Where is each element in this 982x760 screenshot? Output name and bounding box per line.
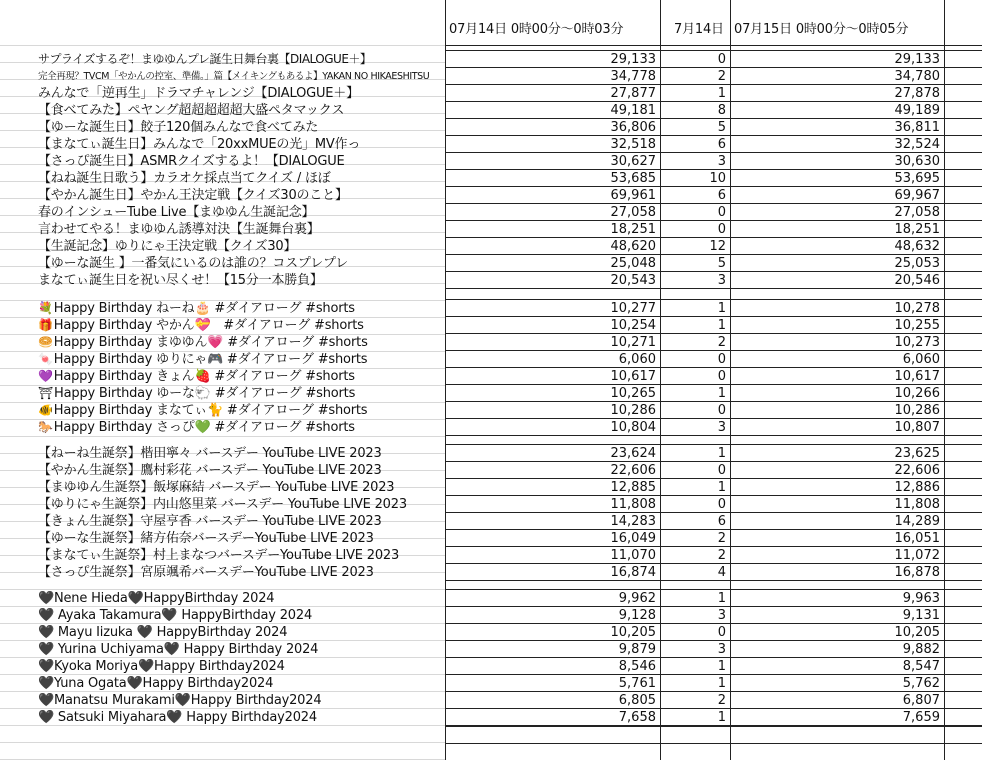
views-second-period: 16,878 — [894, 565, 940, 580]
views-diff: 0 — [717, 625, 726, 640]
video-title — [38, 272, 442, 289]
video-title — [38, 590, 442, 607]
views-second-period: 5,762 — [902, 676, 940, 691]
views-first-period: 6,060 — [618, 352, 656, 367]
views-diff: 3 — [717, 420, 726, 435]
table-row — [0, 85, 982, 102]
video-title — [38, 119, 442, 136]
video-title — [38, 351, 442, 368]
views-diff: 12 — [709, 239, 726, 254]
views-diff: 1 — [717, 446, 726, 461]
title-emoji-icon: 🐠 — [38, 403, 53, 417]
table-row — [0, 221, 982, 238]
views-second-period: 69,967 — [894, 188, 940, 203]
video-title-text: 【やかん誕生日】やかん王決定戦【クイズ30のこと】 — [38, 188, 348, 203]
table-row — [0, 102, 982, 119]
table-row — [0, 513, 982, 530]
views-second-period: 29,133 — [894, 52, 940, 67]
video-title — [38, 547, 442, 564]
table-row — [0, 530, 982, 547]
table-row — [0, 204, 982, 221]
video-title — [38, 170, 442, 187]
views-first-period: 10,205 — [610, 625, 656, 640]
video-title-text: 【きょん生誕祭】守屋亨香 バースデー YouTube LIVE 2023 — [38, 514, 382, 529]
table-row — [0, 692, 982, 709]
views-diff: 6 — [717, 137, 726, 152]
table-row — [0, 547, 982, 564]
video-title — [38, 221, 442, 238]
table-row — [0, 641, 982, 658]
header-col-second-period: 07月15日 0時00分～0時05分 — [734, 22, 909, 37]
table-row — [0, 300, 982, 317]
video-title-text: 🖤Yuna Ogata🖤Happy Birthday2024 — [38, 676, 274, 691]
views-second-period: 9,131 — [902, 608, 940, 623]
views-diff: 0 — [717, 463, 726, 478]
views-second-period: 6,807 — [902, 693, 940, 708]
gridline — [0, 436, 445, 437]
video-title — [38, 641, 442, 658]
views-first-period: 8,546 — [618, 659, 656, 674]
table-row — [0, 68, 982, 85]
views-diff: 3 — [717, 642, 726, 657]
views-first-period: 22,606 — [610, 463, 656, 478]
views-first-period: 53,685 — [610, 171, 656, 186]
video-title-text: 【やかん生誕祭】鷹村彩花 バースデー YouTube LIVE 2023 — [38, 463, 382, 478]
video-title — [38, 317, 442, 334]
video-title-text: 【まなてぃ誕生日】みんなで「20xxMUEの光」MV作っ — [38, 137, 361, 152]
video-title-text: 【生誕記念】ゆりにゃ王決定戦【クイズ30】 — [38, 239, 297, 254]
table-row — [0, 624, 982, 641]
views-diff: 3 — [717, 273, 726, 288]
views-first-period: 27,877 — [610, 86, 656, 101]
video-title — [38, 255, 442, 272]
views-diff: 2 — [717, 335, 726, 350]
views-diff: 10 — [709, 171, 726, 186]
video-title-text: 🖤 Satsuki Miyahara🖤 Happy Birthday2024 — [38, 710, 317, 725]
video-title — [38, 496, 442, 513]
video-title — [38, 204, 442, 221]
views-first-period: 18,251 — [610, 222, 656, 237]
views-first-period: 11,808 — [610, 497, 656, 512]
title-emoji-icon: 🍬 — [38, 352, 53, 366]
video-title — [38, 445, 442, 462]
table-row — [0, 317, 982, 334]
table-row — [0, 170, 982, 187]
views-second-period: 20,546 — [894, 273, 940, 288]
video-title — [38, 709, 442, 726]
views-second-period: 7,659 — [902, 710, 940, 725]
video-title — [38, 334, 442, 351]
video-title — [38, 530, 442, 547]
views-diff: 2 — [717, 548, 726, 563]
views-second-period: 10,205 — [894, 625, 940, 640]
table-row — [0, 590, 982, 607]
views-first-period: 30,627 — [610, 154, 656, 169]
table-row — [0, 136, 982, 153]
views-diff: 1 — [717, 676, 726, 691]
title-emoji-icon: 🥯 — [38, 335, 53, 349]
views-diff: 0 — [717, 205, 726, 220]
video-title — [38, 462, 442, 479]
table-row — [0, 479, 982, 496]
views-first-period: 10,277 — [610, 301, 656, 316]
views-first-period: 14,283 — [610, 514, 656, 529]
views-second-period: 9,963 — [902, 591, 940, 606]
video-title — [38, 402, 442, 419]
views-second-period: 11,808 — [894, 497, 940, 512]
views-first-period: 20,543 — [610, 273, 656, 288]
views-first-period: 5,761 — [618, 676, 656, 691]
video-title-text: 春のインシューTube Live【まゆゆん生誕記念】 — [38, 205, 315, 220]
video-title-text: 🖤Nene Hieda🖤HappyBirthday 2024 — [38, 591, 275, 606]
views-second-period: 10,807 — [894, 420, 940, 435]
views-diff: 0 — [717, 222, 726, 237]
video-title — [38, 51, 442, 68]
views-first-period: 48,620 — [610, 239, 656, 254]
views-second-period: 22,606 — [894, 463, 940, 478]
views-first-period: 16,049 — [610, 531, 656, 546]
video-title-text: Happy Birthday まなてぃ🐈 #ダイアローグ #shorts — [53, 403, 368, 418]
views-diff: 5 — [717, 120, 726, 135]
views-second-period: 10,255 — [894, 318, 940, 333]
views-first-period: 29,133 — [610, 52, 656, 67]
views-second-period: 11,072 — [894, 548, 940, 563]
video-title-text: Happy Birthday さっぴ💚 #ダイアローグ #shorts — [53, 420, 355, 435]
views-first-period: 10,254 — [610, 318, 656, 333]
views-first-period: 7,658 — [618, 710, 656, 725]
video-title-text: 🖤 Mayu Iizuka 🖤 HappyBirthday 2024 — [38, 625, 288, 640]
table-row — [0, 187, 982, 204]
views-first-period: 12,885 — [610, 480, 656, 495]
views-second-period: 10,278 — [894, 301, 940, 316]
views-diff: 3 — [717, 154, 726, 169]
views-first-period: 11,070 — [610, 548, 656, 563]
table-row — [0, 385, 982, 402]
views-second-period: 25,053 — [894, 256, 940, 271]
video-title — [38, 624, 442, 641]
table-row — [0, 238, 982, 255]
views-first-period: 10,804 — [610, 420, 656, 435]
views-first-period: 10,271 — [610, 335, 656, 350]
video-title-text: 【ねね誕生日歌う】カラオケ採点当てクイズ / ほぼ — [38, 171, 331, 186]
views-second-period: 27,058 — [894, 205, 940, 220]
views-second-period: 30,630 — [894, 154, 940, 169]
views-first-period: 10,286 — [610, 403, 656, 418]
views-second-period: 10,286 — [894, 403, 940, 418]
views-second-period: 10,266 — [894, 386, 940, 401]
views-second-period: 12,886 — [894, 480, 940, 495]
video-title — [38, 607, 442, 624]
video-title — [38, 419, 442, 436]
gridline — [0, 742, 445, 743]
views-second-period: 36,811 — [894, 120, 940, 135]
views-first-period: 27,058 — [610, 205, 656, 220]
views-first-period: 9,879 — [618, 642, 656, 657]
views-diff: 6 — [717, 188, 726, 203]
video-title-text: 🖤Manatsu Murakami🖤Happy Birthday2024 — [38, 693, 322, 708]
video-title — [38, 513, 442, 530]
video-title — [38, 675, 442, 692]
video-title-text: 【まゆゆん生誕祭】飯塚麻結 バースデー YouTube LIVE 2023 — [38, 480, 395, 495]
video-title-text: 🖤Kyoka Moriya🖤Happy Birthday2024 — [38, 659, 285, 674]
video-title-text: 【ゆーな生誕祭】緒方佑奈バースデーYouTube LIVE 2023 — [38, 531, 374, 546]
title-emoji-icon: 🐎 — [38, 420, 53, 434]
views-first-period: 9,128 — [618, 608, 656, 623]
video-title — [38, 102, 442, 119]
row-border — [445, 726, 982, 727]
video-title-text: 【ゆーな誕生 】一番気にいるのは誰の？コスプレプレ — [38, 256, 349, 271]
views-diff: 1 — [717, 480, 726, 495]
views-diff: 0 — [717, 369, 726, 384]
video-title — [38, 479, 442, 496]
views-diff: 3 — [717, 608, 726, 623]
views-diff: 0 — [717, 403, 726, 418]
table-row — [0, 119, 982, 136]
video-title-text: 言わせてやる！まゆゆん誘導対決【生誕舞台裏】 — [38, 222, 320, 237]
views-second-period: 6,060 — [902, 352, 940, 367]
table-row — [0, 255, 982, 272]
title-emoji-icon: 🎁 — [38, 318, 53, 332]
views-diff: 1 — [717, 386, 726, 401]
views-first-period: 25,048 — [610, 256, 656, 271]
views-diff: 0 — [717, 497, 726, 512]
video-title-text: 【ゆりにゃ生誕祭】内山悠里菜 バースデー YouTube LIVE 2023 — [38, 497, 407, 512]
views-diff: 8 — [717, 103, 726, 118]
video-title-text: 【さっぴ生誕祭】宮原颯希バースデーYouTube LIVE 2023 — [38, 565, 374, 580]
table-row — [0, 675, 982, 692]
video-title — [38, 85, 442, 102]
views-diff: 6 — [717, 514, 726, 529]
views-second-period: 23,625 — [894, 446, 940, 461]
table-row — [0, 51, 982, 68]
table-row — [0, 607, 982, 624]
video-title-text: 【ねーね生誕祭】楷田寧々 バースデー YouTube LIVE 2023 — [38, 446, 382, 461]
views-first-period: 36,806 — [610, 120, 656, 135]
video-title-text: Happy Birthday きょん🍓 #ダイアローグ #shorts — [53, 369, 355, 384]
title-emoji-icon: 💜 — [38, 369, 53, 383]
video-title-text: Happy Birthday やかん💝 #ダイアローグ #shorts — [53, 318, 364, 333]
views-first-period: 49,181 — [610, 103, 656, 118]
views-diff: 0 — [717, 52, 726, 67]
views-first-period: 9,962 — [618, 591, 656, 606]
views-second-period: 9,882 — [902, 642, 940, 657]
table-row — [0, 402, 982, 419]
video-title — [38, 153, 442, 170]
row-border — [445, 743, 982, 744]
video-title — [38, 136, 442, 153]
views-first-period: 10,617 — [610, 369, 656, 384]
views-first-period: 23,624 — [610, 446, 656, 461]
table-row — [0, 334, 982, 351]
video-title-text: サプライズするぞ！まゆゆんプレ誕生日舞台裏【DIALOGUE＋】 — [38, 52, 372, 66]
video-title — [38, 187, 442, 204]
title-emoji-icon: 💐 — [38, 301, 53, 315]
header-col-diff-date: 7月14日 — [674, 22, 724, 37]
header-col-first-period: 07月14日 0時00分～0時03分 — [449, 22, 624, 37]
table-row — [0, 445, 982, 462]
table-row — [0, 462, 982, 479]
header-divider — [445, 45, 982, 46]
views-first-period: 10,265 — [610, 386, 656, 401]
video-title-text: 【さっぴ誕生日】ASMRクイズするよ！【DIALOGUE — [38, 154, 345, 169]
video-title-text: 【まなてぃ生誕祭】村上まなつバースデーYouTube LIVE 2023 — [38, 548, 400, 563]
views-first-period: 6,805 — [618, 693, 656, 708]
video-title-text: Happy Birthday ねーね🎂 #ダイアローグ #shorts — [53, 301, 355, 316]
table-row — [0, 272, 982, 289]
views-first-period: 16,874 — [610, 565, 656, 580]
video-title — [38, 385, 442, 402]
views-first-period: 69,961 — [610, 188, 656, 203]
views-diff: 1 — [717, 659, 726, 674]
title-emoji-icon: ⛩ — [38, 386, 54, 400]
video-title-text: Happy Birthday ゆーな🐑 #ダイアローグ #shorts — [54, 386, 356, 401]
video-title — [38, 300, 442, 317]
video-title-text: Happy Birthday ゆりにゃ🎮 #ダイアローグ #shorts — [53, 352, 368, 367]
video-title — [38, 658, 442, 675]
table-row — [0, 709, 982, 726]
views-second-period: 16,051 — [894, 531, 940, 546]
views-diff: 2 — [717, 531, 726, 546]
video-title-text: 【ゆーな誕生日】餃子120個みんなで食べてみた — [38, 120, 319, 135]
table-row — [0, 351, 982, 368]
table-row — [0, 658, 982, 675]
views-second-period: 8,547 — [902, 659, 940, 674]
views-first-period: 32,518 — [610, 137, 656, 152]
views-diff: 4 — [717, 565, 726, 580]
video-title — [38, 238, 442, 255]
video-title-text: 🖤 Yurina Uchiyama🖤 Happy Birthday 2024 — [38, 642, 319, 657]
table-row — [0, 496, 982, 513]
table-row — [0, 368, 982, 385]
views-second-period: 48,632 — [894, 239, 940, 254]
views-second-period: 10,273 — [894, 335, 940, 350]
video-title — [38, 68, 442, 85]
video-title-text: まなてぃ誕生日を祝い尽くせ！【15分一本勝負】 — [38, 273, 323, 288]
views-second-period: 32,524 — [894, 137, 940, 152]
views-diff: 0 — [717, 352, 726, 367]
views-first-period: 34,778 — [610, 69, 656, 84]
views-diff: 1 — [717, 710, 726, 725]
video-title-text: 🖤 Ayaka Takamura🖤 HappyBirthday 2024 — [38, 608, 313, 623]
views-diff: 2 — [717, 69, 726, 84]
gridline — [0, 45, 445, 46]
table-row — [0, 419, 982, 436]
views-second-period: 34,780 — [894, 69, 940, 84]
video-title — [38, 692, 442, 709]
table-row — [0, 564, 982, 581]
views-diff: 1 — [717, 318, 726, 333]
video-title-text: みんなで「逆再生」ドラマチャレンジ【DIALOGUE＋】 — [38, 86, 359, 101]
views-diff: 1 — [717, 86, 726, 101]
views-second-period: 53,695 — [894, 171, 940, 186]
views-second-period: 10,617 — [894, 369, 940, 384]
views-second-period: 27,878 — [894, 86, 940, 101]
views-diff: 2 — [717, 693, 726, 708]
video-title-text: 完全再現？TVCM「やかんの控室、準備。」篇【メイキングもあるよ】YAKAN NO HIKAESHITSU — [38, 71, 430, 82]
views-second-period: 49,189 — [894, 103, 940, 118]
video-title-text: 【食べてみた】ペヤング超超超超超大盛ペタマックス — [38, 103, 345, 118]
views-diff: 5 — [717, 256, 726, 271]
views-second-period: 14,289 — [894, 514, 940, 529]
views-diff: 1 — [717, 301, 726, 316]
video-title — [38, 564, 442, 581]
video-title — [38, 368, 442, 385]
views-second-period: 18,251 — [894, 222, 940, 237]
video-title-text: Happy Birthday まゆゆん💗 #ダイアローグ #shorts — [53, 335, 368, 350]
views-diff: 1 — [717, 591, 726, 606]
table-row — [0, 153, 982, 170]
